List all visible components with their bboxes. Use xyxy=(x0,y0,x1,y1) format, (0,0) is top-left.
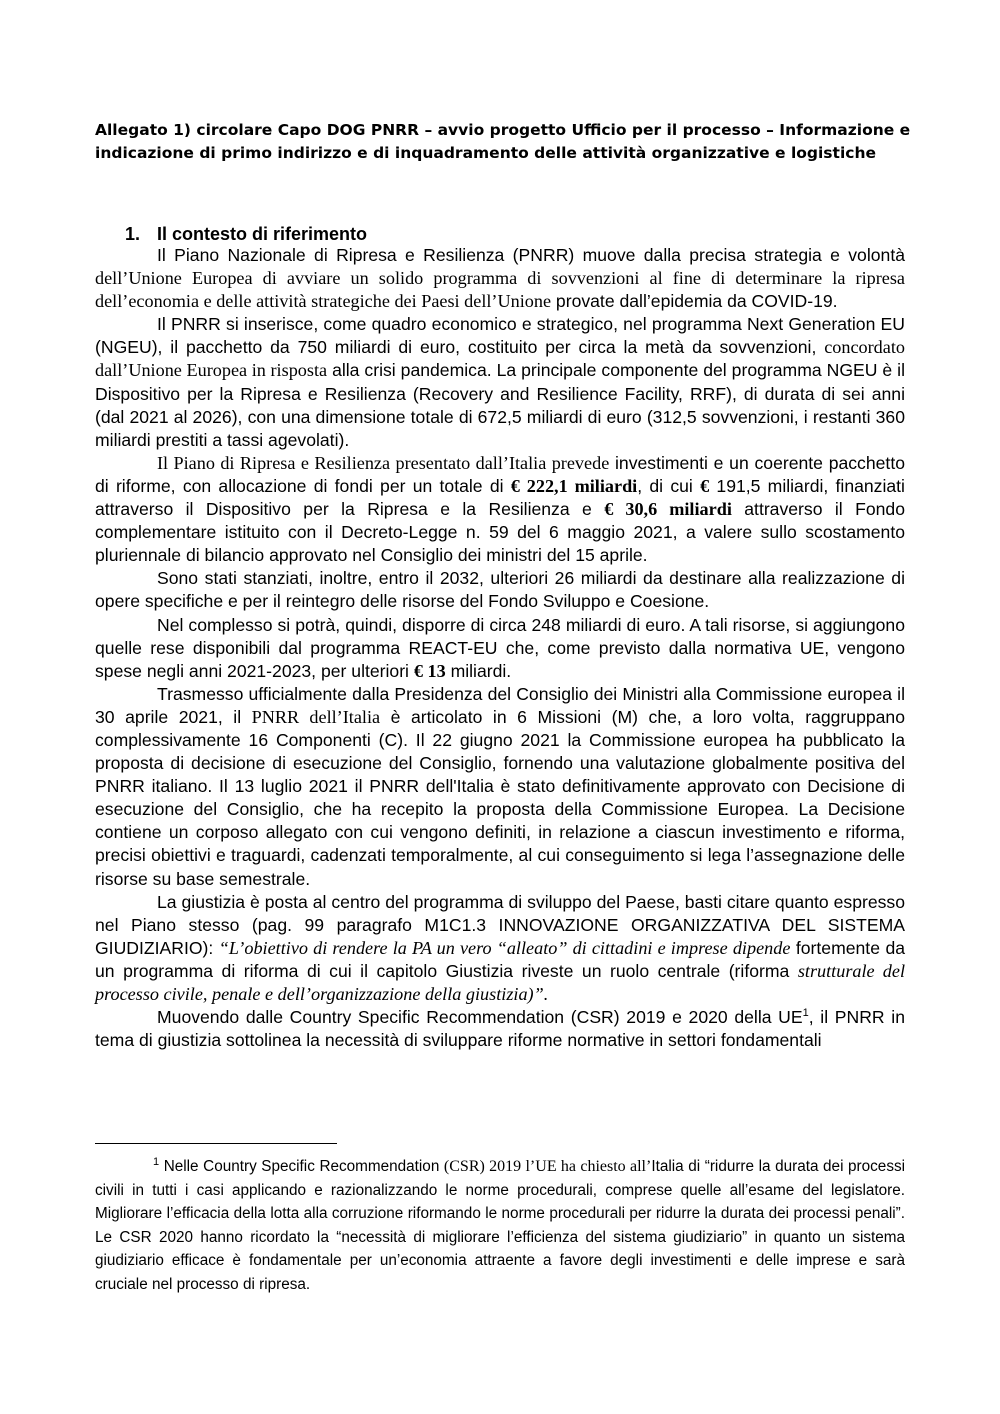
paragraph-7-text-c: fortemente da un programma di riforma di cui il capitolo Giustizia riveste un ruolo centrale (riforma xyxy=(95,937,906,981)
paragraph-7-quote-a: “L’obiettivo di rendere la PA un vero “alleato” di cittadini e imprese dipende xyxy=(218,937,791,958)
paragraph-1-text-b: dell’Unione Europea di avviare un solido programma di sovvenzioni al fine di determinare la ripresa dell’economia e delle attività strategiche dei Paesi dell’Unione xyxy=(95,268,905,312)
paragraph-3-text-b: investimenti e un coerente pacchetto di riforme, con allocazione di fondi per un totale di xyxy=(95,452,905,496)
paragraph-6 xyxy=(95,683,905,891)
paragraph-6-text-c: è articolato in 6 Missioni (M) che, a loro volta, raggruppano complessivamente 16 Componenti (C). Il 22 giugno 2021 la Commissione europea ha pubblicato la proposta di decisione di esecuzione del Consiglio, fornendo una valutazione globalmente positiva del PNRR italiano. Il 13 luglio 2021 il PNRR dell'Italia è stato definitivamente approvato con Decisione di esecuzione del Consiglio, che ha recepito la proposta della Commissione Europea. La Decisione contiene un corposo allegato con cui vengono definiti, in relazione a ciascun investimento e riforma, precisi obiettivi e traguardi, cadenzati temporalmente, al cui conseguimento si lega l’assegnazione delle risorse su base semestrale. xyxy=(95,706,905,889)
section-title xyxy=(125,222,367,246)
paragraph-8 xyxy=(95,1006,905,1052)
paragraph-1 xyxy=(95,244,905,313)
paragraph-8-text-a: Muovendo dalle Country Specific Recommendation (CSR) 2019 e 2020 della UE xyxy=(157,1007,803,1028)
paragraph-3-amount-fund: € 30,6 miliardi xyxy=(604,499,732,520)
footnote-reference[interactable]: 1 xyxy=(802,1007,809,1020)
paragraph-2-text-a: Il PNRR si inserisce, come quadro economico e strategico, nel programma Next Generation EU (NGEU), il pacchetto da 750 miliardi di euro, costituito per circa la metà da sovvenzioni, xyxy=(95,314,905,358)
paragraph-1-text-a: Il Piano Nazionale di Ripresa e Resilienza (PNRR) muove dalla precisa strategia e volontà xyxy=(157,245,905,265)
paragraph-1-text-c: provate dall’epidemia da COVID-19. xyxy=(551,291,838,312)
paragraph-3-text-d: , di cui xyxy=(637,475,701,496)
paragraph-5 xyxy=(95,614,905,683)
footnote-separator xyxy=(95,1143,337,1144)
paragraph-6-text-b: PNRR dell’Italia xyxy=(251,706,381,727)
paragraph-3-amount-total: € 222,1 miliardi xyxy=(510,475,638,496)
paragraph-5-amount: € 13 xyxy=(413,660,446,681)
section-number: 1. xyxy=(125,224,141,244)
paragraph-2 xyxy=(95,313,905,452)
footnote-text-c: Italia di “ridurre la durata dei processi civili in tutti i casi applicando e razionalizzando le norme procedurali, comprese quelle all’esame del legislatore. Migliorare l’efficacia della lotta alla corruzione riformando le norme procedurali per ridurre la durata dei processi penali”. Le CSR 2020 hanno ricordato la “necessità di migliorare l’efficienza del sistema giudiziario” in quanto un sistema giudiziario efficace è fondamentale per un’economia attraente a favore degli investimenti e delle imprese e sarà cruciale nel processo di ripresa. xyxy=(95,1158,906,1293)
paragraph-7-quote-d: strutturale del processo civile, penale e dell’organizzazione della giustizia)”. xyxy=(95,960,905,1004)
paragraph-2-text-b: concordato dall’Unione Europea in risposta xyxy=(95,337,905,381)
section-title-text: Il contesto di riferimento xyxy=(157,224,368,244)
paragraph-6-text-a: Trasmesso ufficialmente dalla Presidenza del Consiglio dei Ministri alla Commissione europea il 30 aprile 2021, il xyxy=(95,683,905,727)
paragraph-7 xyxy=(95,891,905,1006)
document-body xyxy=(95,244,905,1052)
footnote-text-a: Nelle Country Specific Recommendation xyxy=(159,1158,444,1175)
paragraph-5-text-a: Nel complesso si potrà, quindi, disporre di circa 248 miliardi di euro. A tali risorse, si aggiungono quelle rese disponibili dal programma REACT-EU che, come previsto dalla normativa UE, vengono spese negli anni 2021-2023, per ulteriori xyxy=(95,614,905,681)
paragraph-3-text-a: Il Piano di Ripresa e Resilienza presentato dall’Italia prevede xyxy=(157,452,610,473)
paragraph-3-euro-sign: € xyxy=(700,475,710,496)
footnote-marker: 1 xyxy=(153,1155,160,1168)
paragraph-3-text-h: attraverso il Fondo complementare istituito con il Decreto-Legge n. 59 del 6 maggio 2021, a valere sullo scostamento pluriennale di bilancio approvato nel Consiglio dei ministri del 15 aprile. xyxy=(95,499,905,566)
paragraph-4: Sono stati stanziati, inoltre, entro il 2032, ulteriori 26 miliardi da destinare alla realizzazione di opere specifiche e per il reintegro delle risorse del Fondo Sviluppo e Coesione. xyxy=(95,568,905,612)
footnote-text-b: (CSR) 2019 l’UE ha chiesto all’ xyxy=(443,1158,652,1175)
footnote-1 xyxy=(95,1155,905,1297)
paragraph-2-text-c: alla crisi pandemica. La principale componente del programma NGEU è il Dispositivo per la Ripresa e Resilienza (Recovery and Resilience Facility, RRF), di durata di sei anni (dal 2021 al 2026), con una dimensione totale di 672,5 miliardi di euro (312,5 sovvenzioni, i restanti 360 miliardi prestiti a tassi agevolati). xyxy=(95,360,905,450)
paragraph-3 xyxy=(95,452,905,567)
document-heading: Allegato 1) circolare Capo DOG PNRR – avvio progetto Ufficio per il processo – Informazione e indicazione di primo indirizzo e di inquadramento delle attività organizzative e logistiche xyxy=(95,121,911,162)
paragraph-7-text-a: La giustizia è posta al centro del programma di sviluppo del Paese, basti citare quanto espresso nel Piano stesso (pag. 99 paragrafo M1C1.3 INNOVAZIONE ORGANIZZATIVA DEL SISTEMA GIUDIZIARIO): xyxy=(95,891,905,958)
paragraph-3-text-f: 191,5 miliardi, finanziati attraverso il Dispositivo per la Ripresa e la Resilienza e xyxy=(95,475,905,520)
paragraph-8-text-b: , il PNRR in tema di giustizia sottolinea la necessità di sviluppare riforme normative in settori fondamentali xyxy=(95,1007,905,1051)
paragraph-5-text-c: miliardi. xyxy=(445,660,512,681)
